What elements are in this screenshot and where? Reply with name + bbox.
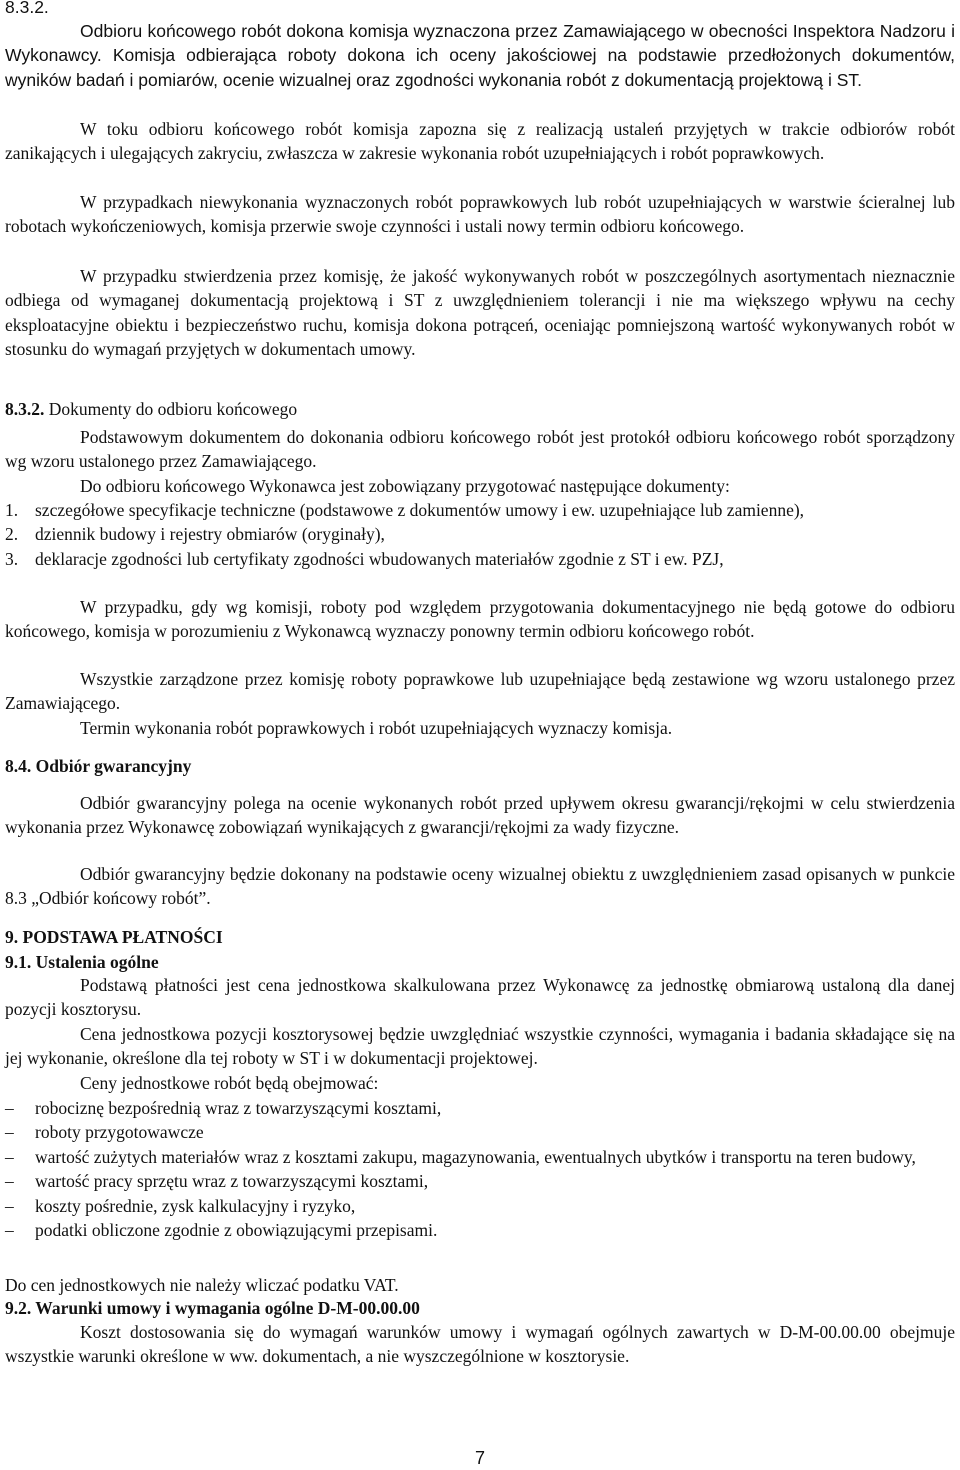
paragraph-unfinished-works: W przypadkach niewykonania wyznaczonych robót poprawkowych lub robót uzupełniających w warstwie ścieralnej lub robotach wykończeniowych, komisja przerwie swoje czynności i ustali nowy termin odbioru końcowego. <box>5 192 955 237</box>
list-item <box>5 1120 955 1144</box>
dash-bullet: – <box>5 1098 14 1118</box>
paragraph-corrective-deadline: Termin wykonania robót poprawkowych i robót uzupełniających wyznaczy komisja. <box>80 718 673 738</box>
list-item-text: wartość pracy sprzętu wraz z towarzyszącymi kosztami, <box>35 1171 429 1192</box>
paragraph-warranty-acceptance: Odbiór gwarancyjny polega na ocenie wykonanych robót przed upływem okresu gwarancji/rękojmi w celu stwierdzenia wykonania przez Wykonawcę zobowiązań wynikających z gwarancji/rękojmi za wady fizyczne. <box>5 793 955 838</box>
list-item <box>5 498 955 522</box>
page-number: 7 <box>474 1448 485 1468</box>
required-documents-list <box>5 498 955 571</box>
dash-bullet: – <box>5 1146 14 1167</box>
list-item-text: koszty pośrednie, zysk kalkulacyjny i ryzyko, <box>35 1195 356 1216</box>
paragraph-documents-not-ready: W przypadku, gdy wg komisji, roboty pod względem przygotowania dokumentacyjnego nie będą gotowe do odbioru końcowego, komisja w porozumieniu z Wykonawcą wyznaczy ponowny termin odbioru końcowego robót. <box>5 597 955 642</box>
paragraph-basic-document: Podstawowym dokumentem do dokonania odbioru końcowego robót jest protokół odbioru końcowego robót sporządzony wg wzoru ustalonego przez Zamawiającego. <box>5 427 955 472</box>
paragraph-required-documents-intro: Do odbioru końcowego Wykonawca jest zobowiązany przygotować następujące dokumenty: <box>80 476 730 496</box>
paragraph-warranty-basis: Odbiór gwarancyjny będzie dokonany na podstawie oceny wizualnej obiektu z uwzględnieniem zasad opisanych w punkcie 8.3 „Odbiór końcowy robót”. <box>5 864 955 909</box>
paragraph-final-acceptance-commission: Odbioru końcowego robót dokona komisja wyznaczona przez Zamawiającego w obecności Inspektora Nadzoru i Wykonawcy. Komisja odbierająca roboty dokona ich oceny jakościowej na podstawie przedłożonych dokumentów, wyników badań i pomiarów, ocenie wizualnej oraz zgodności wykonania robót z dokumentacją projektową i ST. <box>5 21 955 90</box>
list-item <box>5 1169 955 1193</box>
dash-bullet: – <box>5 1220 14 1241</box>
list-item <box>5 522 955 546</box>
list-item-text: podatki obliczone zgodnie z obowiązującymi przepisami. <box>35 1220 438 1241</box>
dash-bullet: – <box>5 1171 14 1192</box>
unit-price-components-list <box>5 1096 955 1242</box>
paragraph-payment-basis: Podstawą płatności jest cena jednostkowa skalkulowana przez Wykonawcę za jednostkę obmiarową ustaloną dla danej pozycji kosztorysu. <box>5 975 955 1020</box>
section-heading-9-1: 9.1. Ustalenia ogólne <box>5 952 159 972</box>
list-item-text: wartość zużytych materiałów wraz z kosztami zakupu, magazynowania, ewentualnych ubytków i transportu na teren budowy, <box>35 1146 916 1167</box>
list-item-text: dziennik budowy i rejestry obmiarów (oryginały), <box>35 524 385 545</box>
paragraph-quality-deductions: W przypadku stwierdzenia przez komisję, że jakość wykonywanych robót w poszczególnych asortymentach nieznacznie odbiega od wymaganej dokumentacją projektową i ST z uwzględnieniem tolerancji i nie ma większego wpływu na cechy eksploatacyjne obiektu i bezpieczeństwo ruchu, komisja dokona potrąceń, oceniając pomniejszoną wartość wykonywanych robót w stosunku do wymagań przyjętych w dokumentach umowy. <box>5 266 955 360</box>
list-item <box>5 1194 955 1218</box>
paragraph-unit-price: Cena jednostkowa pozycji kosztorysowej będzie uwzględniać wszystkie czynności, wymagania i badania składające się na jej wykonanie, określone dla tej roboty w ST i w dokumentacji projektowej. <box>5 1024 955 1069</box>
dash-bullet: – <box>5 1122 14 1143</box>
list-item-number: 2. <box>5 524 19 545</box>
section-heading-8-3-2 <box>5 397 955 421</box>
list-item-number: 3. <box>5 548 19 569</box>
paragraph-conditions-cost: Koszt dostosowania się do wymagań warunków umowy i wymagań ogólnych zawartych w D-M-00.00.00 obejmuje wszystkie warunki określone w ww. dokumentach, a nie wyszczególnione w kosztorysie. <box>5 1322 955 1367</box>
section-heading-8-4: 8.4. Odbiór gwarancyjny <box>5 756 192 776</box>
list-item-text: szczegółowe specyfikacje techniczne (podstawowe z dokumentów umowy i ew. uzupełniające lub zamienne), <box>35 500 805 520</box>
dash-bullet: – <box>5 1195 14 1216</box>
list-item <box>5 1096 955 1120</box>
list-item-number: 1. <box>5 500 19 520</box>
list-item <box>5 1145 955 1169</box>
top-section-number: 8.3.2. <box>5 0 49 17</box>
list-item <box>5 1218 955 1242</box>
section-heading-text: Dokumenty do odbioru końcowego <box>48 399 298 419</box>
section-heading-9-2: 9.2. Warunki umowy i wymagania ogólne D-M-00.00.00 <box>5 1298 420 1318</box>
list-item-text: deklaracje zgodności lub certyfikaty zgodności wbudowanych materiałów zgodnie z ST i ew. PZJ, <box>35 548 724 569</box>
list-item-text: roboty przygotowawcze <box>35 1122 204 1143</box>
section-heading-9: 9. PODSTAWA PŁATNOŚCI <box>5 927 223 947</box>
list-item <box>5 547 955 571</box>
paragraph-vat-note: Do cen jednostkowych nie należy wliczać podatku VAT. <box>5 1275 399 1295</box>
section-heading-number: 8.3.2. <box>5 399 45 419</box>
paragraph-corrective-works: Wszystkie zarządzone przez komisję roboty poprawkowe lub uzupełniające będą zestawione wg wzoru ustalonego przez Zamawiającego. <box>5 669 955 714</box>
paragraph-unit-price-includes: Ceny jednostkowe robót będą obejmować: <box>80 1073 379 1093</box>
paragraph-commission-review: W toku odbioru końcowego robót komisja zapozna się z realizacją ustaleń przyjętych w trakcie odbiorów robót zanikających i ulegających zakryciu, zwłaszcza w zakresie wykonania robót uzupełniających i robót poprawkowych. <box>5 119 955 164</box>
list-item-text: robociznę bezpośrednią wraz z towarzyszącymi kosztami, <box>35 1098 442 1118</box>
